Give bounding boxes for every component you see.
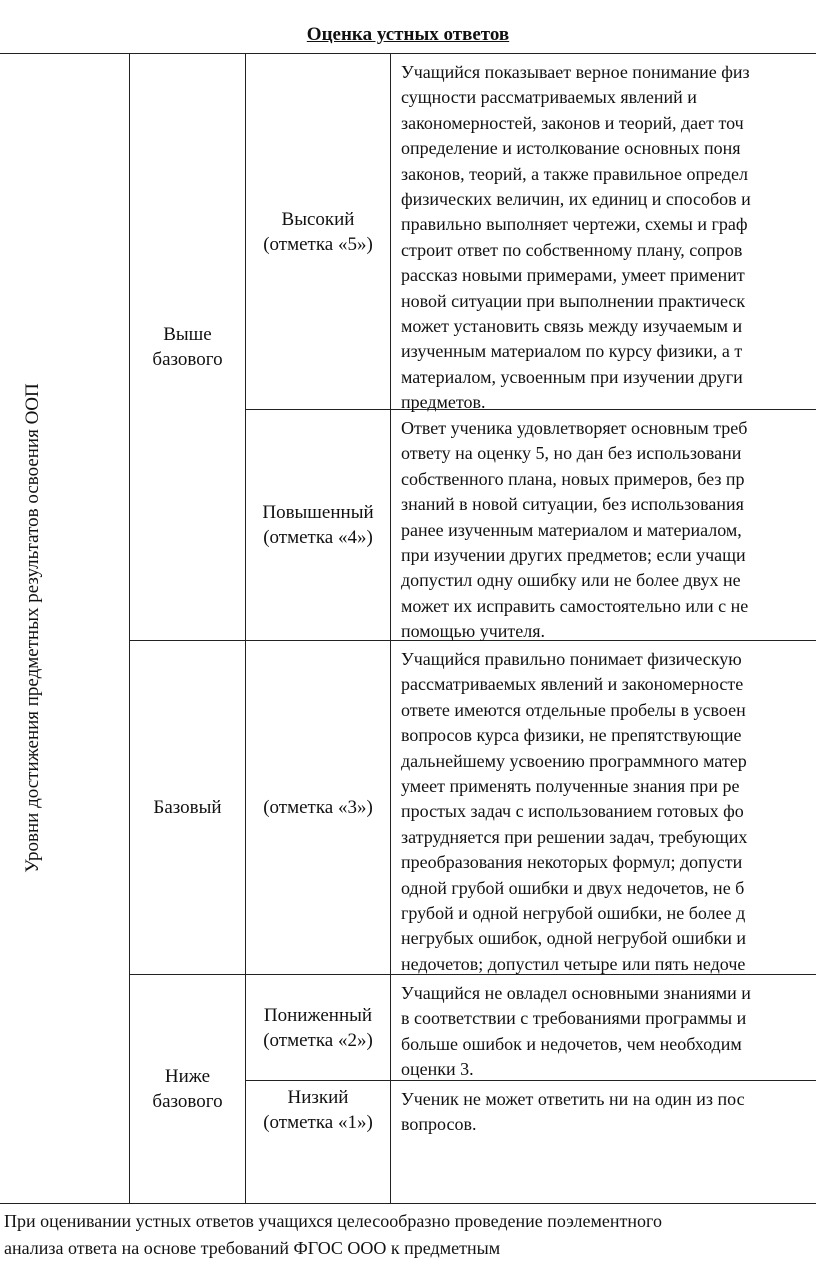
- text-line: законов, теорий, а также правильное определ: [401, 163, 748, 184]
- level-base: [130, 641, 245, 974]
- text-line: оценки 3.: [401, 1059, 474, 1080]
- text-line: новой ситуации при выполнении практическ: [401, 290, 746, 311]
- description-grade5: [401, 60, 816, 416]
- text-line: ответу на оценку 5, но дан без использовани: [401, 443, 742, 464]
- text-line: Учащийся не овладел основными знаниями и: [401, 983, 751, 1003]
- text-line: При оценивании устных ответов учащихся целесообразно проведение поэлементного: [4, 1211, 662, 1231]
- table-bottom-border: [0, 1203, 816, 1204]
- text-line: анализа ответа на основе требований ФГОС ООО к предметным: [4, 1238, 501, 1258]
- description-grade1: [401, 1087, 816, 1138]
- grade-low: [246, 1081, 390, 1145]
- text-line: определение и истолкование основных поня: [401, 138, 741, 159]
- text-line: дальнейшему усвоению программного матер: [401, 750, 747, 771]
- text-line: изученным материалом по курсу физики, а т: [401, 341, 743, 362]
- level-above-base: [130, 54, 245, 640]
- grade-elevated-mark: (отметка «4»): [263, 527, 373, 548]
- text-line: может их исправить самостоятельно или с не: [401, 595, 749, 616]
- text-line: может установить связь между изучаемым и: [401, 316, 743, 337]
- level-below-base: [130, 975, 245, 1203]
- grade-reduced: [246, 975, 390, 1080]
- text-line: знаний в новой ситуации, без использования: [401, 494, 744, 515]
- table-top-border: [0, 53, 816, 54]
- level-above-base-text: Выше базового: [152, 324, 223, 370]
- footer-paragraph: [4, 1208, 816, 1262]
- text-line: закономерностей, законов и теорий, дает точ: [401, 112, 744, 133]
- text-line: негрубых ошибок, одной негрубой ошибки и: [401, 928, 747, 949]
- text-line: вопросов курса физики, не препятствующие: [401, 725, 742, 746]
- grade-base: [246, 641, 390, 974]
- text-line: Учащийся правильно понимает физическую: [401, 649, 742, 669]
- grade-elevated: [246, 410, 390, 640]
- text-line: затрудняется при решении задач, требующих: [401, 826, 748, 847]
- grade-high: [246, 54, 390, 409]
- text-line: предметов.: [401, 392, 486, 413]
- text-line: преобразования некоторых формул; допусти: [401, 852, 743, 873]
- text-line: при изучении других предметов; если учащи: [401, 545, 746, 566]
- text-line: строит ответ по собственному плану, сопров: [401, 239, 743, 260]
- grade-low-name: Низкий: [287, 1087, 349, 1108]
- text-line: Учащийся показывает верное понимание физ: [401, 62, 750, 82]
- text-line: материалом, усвоенным при изучении други: [401, 366, 743, 387]
- page-title: Оценка устных ответов: [306, 24, 510, 45]
- text-line: физических величин, их единиц и способов и: [401, 189, 751, 210]
- text-line: Ученик не может ответить ни на один из пос: [401, 1089, 745, 1109]
- text-line: умеет применять полученные знания при ре: [401, 776, 740, 797]
- grade-low-mark: (отметка «1»): [263, 1112, 373, 1133]
- grade-high-name: Высокий: [281, 208, 355, 230]
- text-line: одной грубой ошибки и двух недочетов, не б: [401, 877, 745, 898]
- text-line: вопросов.: [401, 1114, 477, 1135]
- grade-high-mark: (отметка «5»): [263, 233, 373, 255]
- text-line: грубой и одной негрубой ошибки, не более д: [401, 903, 746, 924]
- text-line: недочетов; допустил четыре или пять недоче: [401, 953, 746, 974]
- text-line: ранее изученным материалом и материалом,: [401, 519, 742, 540]
- level-below-base-text: Ниже базового: [152, 1066, 223, 1112]
- description-grade2: [401, 981, 816, 1083]
- level-base-text: Базовый: [153, 797, 222, 818]
- text-line: Ответ ученика удовлетворяет основным треб: [401, 418, 748, 438]
- column-divider-3: [390, 53, 391, 1203]
- text-line: рассказ новыми примерами, умеет применит: [401, 265, 745, 286]
- vertical-label: Уровни достижения предметных результатов освоения ООП: [22, 383, 43, 873]
- text-line: помощью учителя.: [401, 621, 545, 642]
- text-line: правильно выполняет чертежи, схемы и граф: [401, 214, 748, 235]
- text-line: больше ошибок и недочетов, чем необходим: [401, 1033, 742, 1054]
- text-line: собственного плана, новых примеров, без пр: [401, 468, 745, 489]
- description-grade4: [401, 416, 816, 645]
- text-line: рассматриваемых явлений и закономерносте: [401, 674, 744, 695]
- description-grade3: [401, 647, 816, 977]
- text-line: в соответствии с требованиями программы и: [401, 1008, 747, 1029]
- vertical-label-cell: [0, 53, 66, 1203]
- grade-base-mark: (отметка «3»): [263, 797, 373, 818]
- grade-reduced-name: Пониженный: [263, 1004, 373, 1026]
- grade-reduced-mark: (отметка «2»): [263, 1029, 373, 1051]
- text-line: ответе имеются отдельные пробелы в усвоен: [401, 699, 746, 720]
- text-line: сущности рассматриваемых явлений и: [401, 87, 697, 108]
- text-line: допустил одну ошибку или не более двух не: [401, 570, 741, 591]
- grade-elevated-name: Повышенный: [262, 502, 374, 523]
- text-line: простых задач с использованием готовых фо: [401, 801, 744, 822]
